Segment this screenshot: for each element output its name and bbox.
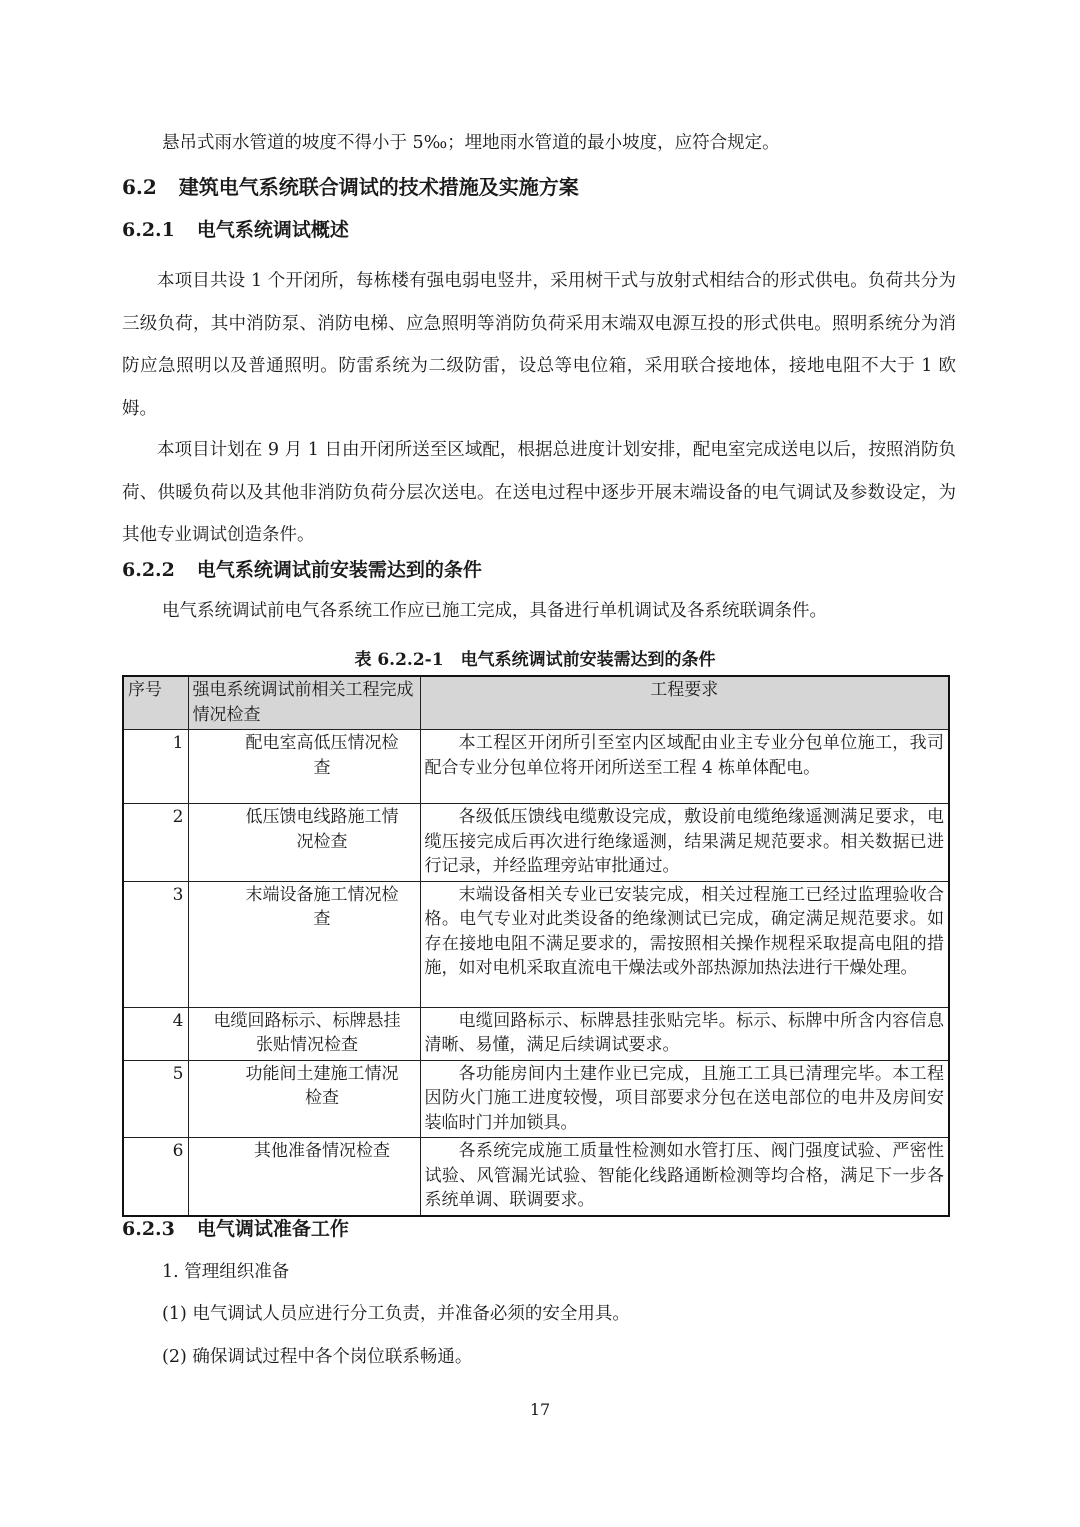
row-item: 低压馈电线路施工情况检查 (188, 804, 420, 882)
row-requirement: 各系统完成施工质量性检测如水管打压、阀门强度试验、严密性试验、风管漏光试验、智能化线路通断检测等均合格，满足下一步各系统单调、联调要求。 (420, 1138, 949, 1216)
row-requirement: 各功能房间内土建作业已完成，且施工工具已清理完毕。本工程因防火门施工进度较慢，项目部要求分包在送电部位的电井及房间安装临时门并加锁具。 (420, 1060, 949, 1138)
section-6-2-2-heading (122, 557, 482, 583)
table-row (123, 1060, 949, 1138)
row-seq: 5 (123, 1060, 188, 1138)
page-number: 17 (529, 1400, 551, 1419)
row-item: 功能间土建施工情况检查 (188, 1060, 420, 1138)
row-seq: 6 (123, 1138, 188, 1216)
management-prep-line: 1. 管理组织准备 (162, 1262, 290, 1282)
section-6-2-title: 建筑电气系统联合调试的技术措施及实施方案 (178, 175, 579, 199)
row-item: 电缆回路标示、标牌悬挂张贴情况检查 (188, 1007, 420, 1060)
row-requirement: 电缆回路标示、标牌悬挂张贴完毕。标示、标牌中所含内容信息清晰、易懂，满足后续调试要求。 (420, 1007, 949, 1060)
section-6-2-heading (122, 174, 579, 200)
section-6-2-2-number: 6.2.2 (122, 559, 175, 581)
row-seq: 4 (123, 1007, 188, 1060)
row-seq: 3 (123, 881, 188, 1007)
table-row (123, 1007, 949, 1060)
header-requirement: 工程要求 (420, 676, 949, 730)
requirements-table (122, 675, 950, 1217)
section-6-2-1-title: 电气系统调试概述 (196, 219, 349, 241)
table-row (123, 881, 949, 1007)
row-seq: 1 (123, 730, 188, 804)
row-item: 配电室高低压情况检查 (188, 730, 420, 804)
section-6-2-3-title: 电气调试准备工作 (196, 1218, 349, 1240)
section-6-2-3-number: 6.2.3 (122, 1218, 175, 1240)
table-caption: 表 6.2.2-1 电气系统调试前安装需达到的条件 (354, 650, 716, 670)
row-item: 末端设备施工情况检查 (188, 881, 420, 1007)
row-requirement: 末端设备相关专业已安装完成，相关过程施工已经过监理验收合格。电气专业对此类设备的绝缘测试已完成，确定满足规范要求。如存在接地电阻不满足要求的，需按照相关操作规程采取提高电阻的措施，如对电机采取直流电干燥法或外部热源加热法进行干燥处理。 (420, 881, 949, 1007)
section-6-2-3-heading (122, 1216, 349, 1242)
section-6-2-1-paragraph-2: 本项目计划在 9 月 1 日由开闭所送至区域配，根据总进度计划安排，配电室完成送电以后，按照消防负荷、供暖负荷以及其他非消防负荷分层次送电。在送电过程中逐步开展末端设备的电气调试及参数设定，为其他专业调试创造条件。 (122, 440, 956, 545)
row-requirement: 本工程区开闭所引至室内区域配由业主专业分包单位施工，我司配合专业分包单位将开闭所送至工程 4 栋单体配电。 (420, 730, 949, 804)
header-seq: 序号 (123, 676, 188, 730)
intro-line: 悬吊式雨水管道的坡度不得小于 5‰；埋地雨水管道的最小坡度，应符合规定。 (162, 133, 780, 153)
section-6-2-2-title: 电气系统调试前安装需达到的条件 (196, 559, 482, 581)
row-item: 其他准备情况检查 (188, 1138, 420, 1216)
table-header-row (123, 676, 949, 730)
header-item: 强电系统调试前相关工程完成情况检查 (188, 676, 420, 730)
section-6-2-1-number: 6.2.1 (122, 219, 175, 241)
row-requirement: 各级低压馈线电缆敷设完成，敷设前电缆绝缘遥测满足要求，电缆压接完成后再次进行绝缘遥测，结果满足规范要求。相关数据已进行记录，并经监理旁站审批通过。 (420, 804, 949, 882)
table-row (123, 1138, 949, 1216)
section-6-2-1-heading (122, 217, 349, 243)
row-seq: 2 (123, 804, 188, 882)
table-row (123, 804, 949, 882)
section-6-2-2-paragraph: 电气系统调试前电气各系统工作应已施工完成，具备进行单机调试及各系统联调条件。 (162, 601, 827, 621)
table-row (123, 730, 949, 804)
section-6-2-1-paragraph-1: 本项目共设 1 个开闭所，每栋楼有强电弱电竖井，采用树干式与放射式相结合的形式供电。负荷共分为三级负荷，其中消防泵、消防电梯、应急照明等消防负荷采用末端双电源互投的形式供电。照明系统分为消防应急照明以及普通照明。防雷系统为二级防雷，设总等电位箱，采用联合接地体，接地电阻不大于 1 欧姆。 (122, 271, 956, 419)
section-6-2-number: 6.2 (122, 175, 157, 199)
prep-item-2: (2) 确保调试过程中各个岗位联系畅通。 (162, 1347, 473, 1367)
prep-item-1: (1) 电气调试人员应进行分工负责，并准备必须的安全用具。 (162, 1304, 630, 1324)
